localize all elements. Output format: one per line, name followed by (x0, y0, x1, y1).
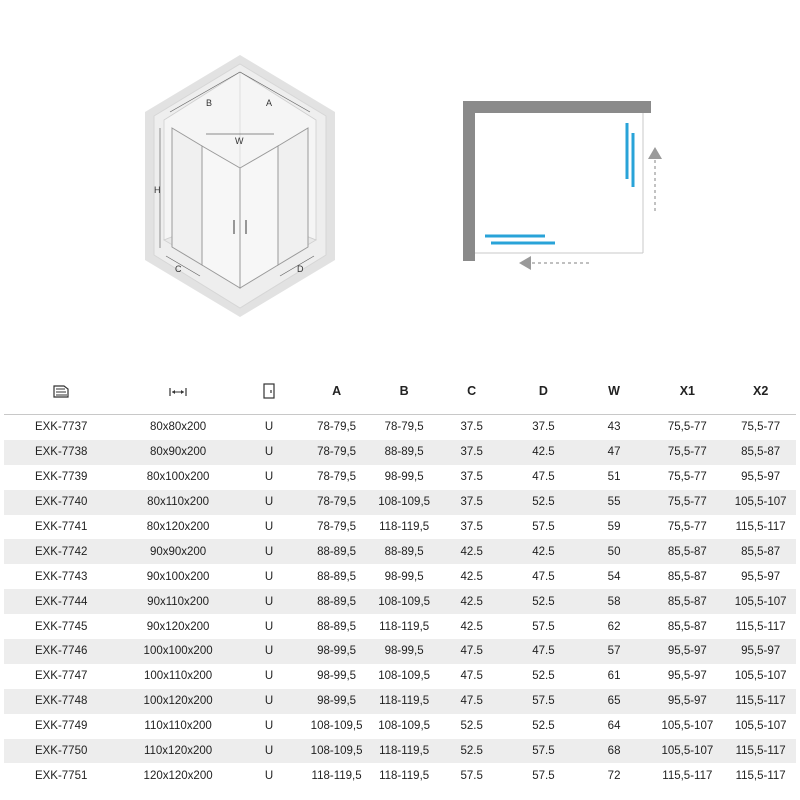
shower-tray-icon (52, 383, 70, 399)
cell-b: 108-109,5 (378, 720, 431, 733)
cell-door: U (238, 440, 300, 465)
cell-w: 55 (579, 490, 650, 515)
cell-x1: 75,5-77 (667, 421, 707, 434)
plan-view-diagram (455, 95, 665, 275)
cell-model: EXK-7747 (34, 670, 88, 683)
cell-door: U (238, 639, 300, 664)
cell-a: 88-89,5 (300, 539, 373, 564)
header-model (4, 368, 118, 415)
wall-left (463, 101, 475, 261)
cell-door: U (238, 689, 300, 714)
header-door (238, 368, 300, 415)
cell-x1: 85,5-87 (649, 589, 725, 614)
wall-top (463, 101, 651, 113)
cell-door: U (264, 769, 274, 782)
cell-b: 98-99,5 (384, 471, 424, 484)
width-arrows-icon (169, 387, 187, 397)
cell-d: 47.5 (508, 639, 579, 664)
spec-table (4, 368, 796, 788)
cell-b: 118-119,5 (373, 689, 435, 714)
cell-d: 47.5 (532, 471, 555, 484)
cell-x2: 105,5-107 (725, 490, 796, 515)
cell-w: 62 (607, 620, 621, 633)
slide-left-arrow-icon (519, 256, 531, 270)
cell-a: 88-89,5 (317, 570, 357, 583)
cell-model: EXK-7737 (34, 421, 88, 434)
cell-c: 42.5 (435, 589, 508, 614)
cell-model: EXK-7738 (4, 440, 118, 465)
cell-c: 37.5 (435, 490, 508, 515)
cell-w: 51 (607, 471, 621, 484)
cell-x2: 105,5-107 (725, 589, 796, 614)
cell-x1: 105,5-107 (649, 739, 725, 764)
cell-w: 64 (607, 720, 621, 733)
cell-size: 80x110x200 (118, 490, 238, 515)
cell-model: EXK-7741 (34, 521, 88, 533)
table-row (4, 639, 796, 664)
header-c: C (435, 368, 508, 415)
cell-size: 90x100x200 (146, 570, 210, 583)
cell-d: 42.5 (508, 539, 579, 564)
cell-x2: 115,5-117 (725, 739, 796, 764)
cell-x1: 75,5-77 (667, 521, 707, 533)
cell-door: U (238, 589, 300, 614)
cell-a: 88-89,5 (300, 589, 373, 614)
cell-x2: 95,5-97 (725, 639, 796, 664)
table-header-row (4, 368, 796, 415)
cell-b: 118-119,5 (379, 620, 430, 633)
table-row (4, 689, 796, 714)
cell-b: 78-79,5 (384, 421, 424, 434)
cell-x1: 75,5-77 (649, 490, 725, 515)
cell-b: 118-119,5 (379, 521, 430, 533)
cell-d: 37.5 (532, 421, 555, 434)
table-row (4, 714, 796, 739)
cell-x1: 85,5-87 (667, 570, 707, 583)
table-row (4, 539, 796, 564)
cell-model: EXK-7743 (34, 570, 88, 583)
dim-label-d: D (297, 264, 304, 274)
cell-x1: 95,5-97 (649, 689, 725, 714)
cell-d: 52.5 (508, 589, 579, 614)
cell-c: 42.5 (435, 539, 508, 564)
dim-label-b: B (206, 98, 213, 108)
cell-d: 42.5 (508, 440, 579, 465)
cell-x1: 95,5-97 (649, 639, 725, 664)
table-row (4, 589, 796, 614)
table-row (4, 739, 796, 764)
cell-a: 78-79,5 (300, 440, 373, 465)
cell-c: 57.5 (460, 769, 483, 782)
cell-c: 37.5 (460, 471, 483, 484)
cell-door: U (264, 620, 274, 633)
cell-x2: 85,5-87 (725, 539, 796, 564)
cell-model: EXK-7751 (34, 769, 88, 782)
cell-b: 98-99,5 (373, 639, 435, 664)
table-row (4, 440, 796, 465)
cell-d: 52.5 (532, 670, 555, 683)
table-row (4, 515, 796, 540)
cell-a: 118-119,5 (311, 769, 362, 782)
table-row (4, 490, 796, 515)
cell-door: U (264, 421, 274, 434)
cell-d: 57.5 (532, 521, 555, 533)
cell-x2: 105,5-107 (734, 670, 787, 683)
cell-a: 78-79,5 (300, 490, 373, 515)
cell-x2: 75,5-77 (741, 421, 781, 434)
cell-c: 47.5 (435, 639, 508, 664)
cell-size: 80x80x200 (149, 421, 207, 434)
cell-x2: 85,5-87 (725, 440, 796, 465)
header-x1: X1 (649, 368, 725, 415)
cell-door: U (264, 720, 274, 733)
cell-a: 98-99,5 (300, 689, 373, 714)
cell-c: 37.5 (460, 521, 483, 533)
cell-w: 68 (579, 739, 650, 764)
cell-model: EXK-7739 (34, 471, 88, 484)
cell-size: 110x120x200 (118, 739, 238, 764)
cell-w: 50 (579, 539, 650, 564)
cell-w: 61 (607, 670, 621, 683)
cell-x2: 115,5-117 (735, 521, 786, 533)
cell-d: 52.5 (508, 490, 579, 515)
cell-a: 88-89,5 (317, 620, 357, 633)
cell-size: 100x120x200 (118, 689, 238, 714)
cell-size: 100x110x200 (143, 670, 213, 683)
cell-x1: 75,5-77 (667, 471, 707, 484)
cell-c: 37.5 (435, 440, 508, 465)
cell-model: EXK-7742 (4, 539, 118, 564)
dim-label-c: C (175, 264, 182, 274)
cell-a: 78-79,5 (317, 421, 357, 434)
cell-w: 54 (607, 570, 621, 583)
cell-size: 100x100x200 (118, 639, 238, 664)
cell-a: 98-99,5 (300, 639, 373, 664)
cell-w: 57 (579, 639, 650, 664)
cell-b: 108-109,5 (373, 589, 435, 614)
cell-model: EXK-7750 (4, 739, 118, 764)
table-row (4, 415, 796, 440)
cell-x1: 105,5-107 (661, 720, 714, 733)
dim-label-w: W (235, 136, 244, 146)
header-w: W (579, 368, 650, 415)
table-row (4, 664, 796, 689)
cell-door: U (264, 521, 274, 533)
cell-b: 118-119,5 (373, 739, 435, 764)
header-a: A (300, 368, 373, 415)
cell-d: 57.5 (532, 769, 555, 782)
cell-x2: 95,5-97 (741, 570, 781, 583)
cell-x2: 115,5-117 (735, 769, 786, 782)
cell-x1: 115,5-117 (662, 769, 713, 782)
cell-b: 118-119,5 (379, 769, 430, 782)
cell-c: 37.5 (460, 421, 483, 434)
cell-d: 57.5 (508, 689, 579, 714)
cell-size: 90x110x200 (118, 589, 238, 614)
cell-a: 108-109,5 (300, 739, 373, 764)
cell-c: 47.5 (460, 670, 483, 683)
cell-a: 108-109,5 (310, 720, 363, 733)
dim-label-h: H (154, 185, 161, 195)
header-size (118, 368, 238, 415)
cell-b: 98-99,5 (384, 570, 424, 583)
cell-w: 65 (579, 689, 650, 714)
cell-a: 98-99,5 (317, 670, 357, 683)
cell-x1: 75,5-77 (649, 440, 725, 465)
cell-model: EXK-7745 (34, 620, 88, 633)
table-row (4, 763, 796, 788)
header-x2: X2 (725, 368, 796, 415)
cell-door: U (238, 739, 300, 764)
cell-x2: 95,5-97 (741, 471, 781, 484)
table-row (4, 564, 796, 589)
door-icon (263, 383, 275, 399)
cell-c: 42.5 (460, 570, 483, 583)
cell-a: 78-79,5 (317, 471, 357, 484)
header-d: D (508, 368, 579, 415)
cell-size: 120x120x200 (143, 769, 213, 782)
cell-door: U (238, 539, 300, 564)
cell-c: 52.5 (460, 720, 483, 733)
cell-x1: 85,5-87 (649, 539, 725, 564)
cell-door: U (264, 670, 274, 683)
cell-w: 59 (607, 521, 621, 533)
cell-x2: 115,5-117 (725, 689, 796, 714)
cell-model: EXK-7740 (4, 490, 118, 515)
cell-x1: 85,5-87 (667, 620, 707, 633)
cell-model: EXK-7748 (4, 689, 118, 714)
cell-x2: 115,5-117 (735, 620, 786, 633)
cell-w: 58 (579, 589, 650, 614)
cell-door: U (264, 570, 274, 583)
table-body (4, 415, 796, 789)
cell-size: 80x100x200 (146, 471, 210, 484)
cell-b: 88-89,5 (373, 440, 435, 465)
cell-size: 90x120x200 (146, 620, 210, 633)
cell-c: 47.5 (435, 689, 508, 714)
table-row (4, 465, 796, 490)
dim-label-a: A (266, 98, 273, 108)
cell-model: EXK-7744 (4, 589, 118, 614)
cell-w: 43 (607, 421, 621, 434)
cell-size: 90x90x200 (118, 539, 238, 564)
cell-a: 78-79,5 (317, 521, 357, 533)
cell-model: EXK-7746 (4, 639, 118, 664)
cell-d: 57.5 (508, 739, 579, 764)
cell-d: 57.5 (532, 620, 555, 633)
isometric-enclosure-diagram (140, 50, 340, 320)
cell-door: U (264, 471, 274, 484)
cell-c: 52.5 (435, 739, 508, 764)
slide-up-arrow-icon (648, 147, 662, 159)
cell-b: 108-109,5 (378, 670, 431, 683)
cell-b: 88-89,5 (373, 539, 435, 564)
cell-size: 110x110x200 (144, 720, 212, 733)
cell-b: 108-109,5 (373, 490, 435, 515)
cell-d: 52.5 (532, 720, 555, 733)
cell-x2: 105,5-107 (734, 720, 787, 733)
cell-model: EXK-7749 (34, 720, 88, 733)
cell-w: 72 (607, 769, 621, 782)
cell-d: 47.5 (532, 570, 555, 583)
cell-size: 80x90x200 (118, 440, 238, 465)
cell-c: 42.5 (460, 620, 483, 633)
cell-x1: 95,5-97 (667, 670, 707, 683)
header-b: B (373, 368, 435, 415)
cell-door: U (238, 490, 300, 515)
cell-w: 47 (579, 440, 650, 465)
table-row (4, 614, 796, 639)
cell-size: 80x120x200 (146, 521, 210, 533)
